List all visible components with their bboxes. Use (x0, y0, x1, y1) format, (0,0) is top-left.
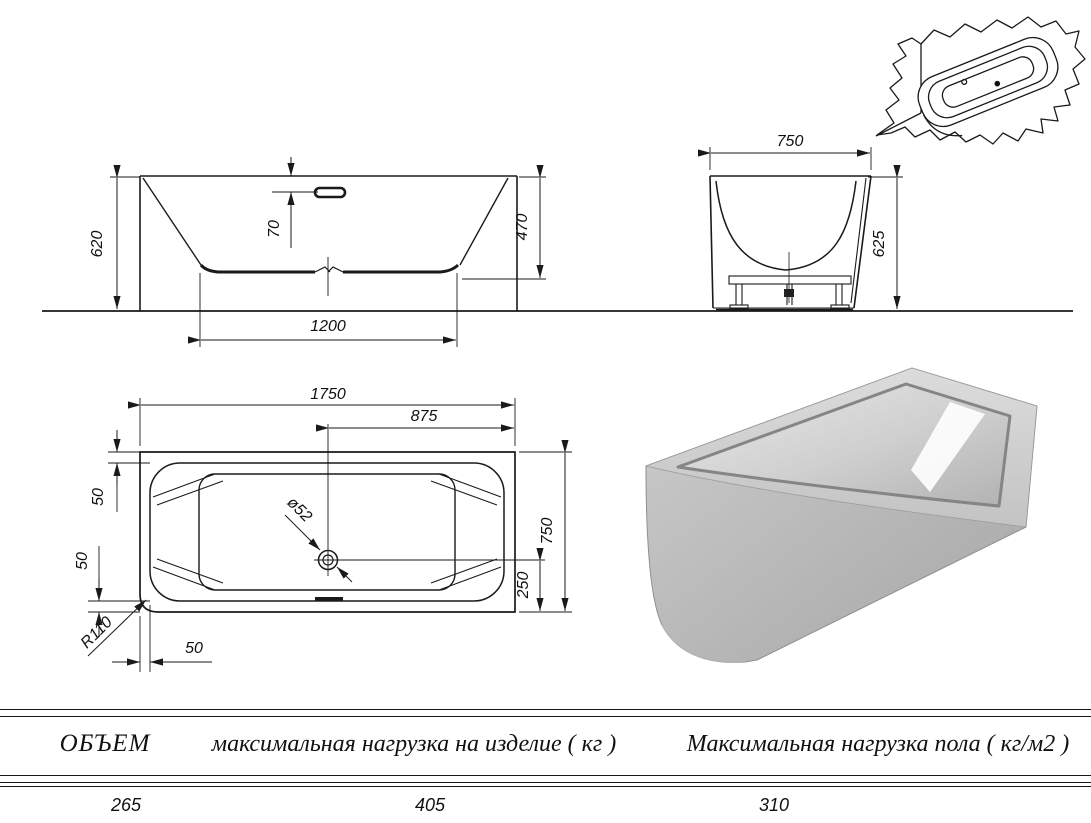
table-header-max-load-product: максимальная нагрузка на изделие ( кг ) (211, 730, 617, 757)
front-view-bowl (143, 178, 508, 296)
dim-625-label: 625 (871, 230, 888, 258)
dim-470-label: 470 (514, 213, 531, 241)
floor-line (876, 113, 921, 136)
dim-1750 (140, 386, 515, 446)
plan-outer-outline (140, 452, 515, 612)
dim-50-bottom (112, 605, 212, 672)
plan-corner-chamfers (153, 474, 501, 590)
dim-625 (868, 177, 903, 309)
plan-rim (150, 463, 504, 601)
dim-50-bottom-label: 50 (185, 640, 203, 657)
plan-bowl-bottom (199, 474, 455, 590)
dim-drain-diameter (283, 494, 352, 582)
dim-750-side (710, 133, 871, 170)
table-header-max-floor-load: Максимальная нагрузка пола ( кг/м2 ) (686, 730, 1070, 757)
corner-installation-sketch (876, 17, 1085, 146)
dim-corner-radius-label: R110 (77, 613, 116, 652)
table-header-volume: ОБЪЕМ (59, 730, 151, 757)
dim-70 (266, 157, 318, 248)
dim-750-plan-label: 750 (539, 517, 556, 545)
spec-table-value-band (0, 786, 1091, 823)
plan-view (74, 386, 572, 672)
table-value-volume: 265 (110, 795, 142, 815)
dim-470 (462, 177, 546, 279)
dim-875-label: 875 (410, 408, 438, 425)
dim-70-label: 70 (266, 220, 283, 238)
dim-1750-label: 1750 (310, 386, 346, 403)
plan-drain (314, 424, 545, 576)
bathtub-3d-render (646, 368, 1037, 662)
front-view (89, 157, 546, 347)
dim-1200 (200, 273, 457, 347)
dim-1200-label: 1200 (310, 318, 346, 335)
dim-50-top-label: 50 (90, 488, 107, 506)
sketch-bathtub (912, 31, 1070, 146)
dim-750-side-label: 750 (776, 133, 804, 150)
dim-250-label: 250 (515, 571, 532, 599)
dim-875 (329, 408, 514, 428)
table-value-max-floor-load: 310 (758, 795, 790, 815)
dim-corner-radius (78, 600, 146, 656)
overflow-slot (315, 188, 345, 197)
dim-50-top (90, 430, 150, 512)
table-value-max-load-product: 405 (414, 795, 446, 815)
side-view-support-frame (729, 252, 851, 309)
dim-620-label: 620 (89, 230, 106, 258)
side-view (710, 133, 903, 310)
dim-50-left-label: 50 (74, 552, 91, 570)
dim-250 (515, 561, 540, 611)
dim-620 (89, 177, 140, 309)
side-view-bowl (716, 181, 856, 270)
dim-drain-diameter-label: ø52 (283, 494, 315, 526)
